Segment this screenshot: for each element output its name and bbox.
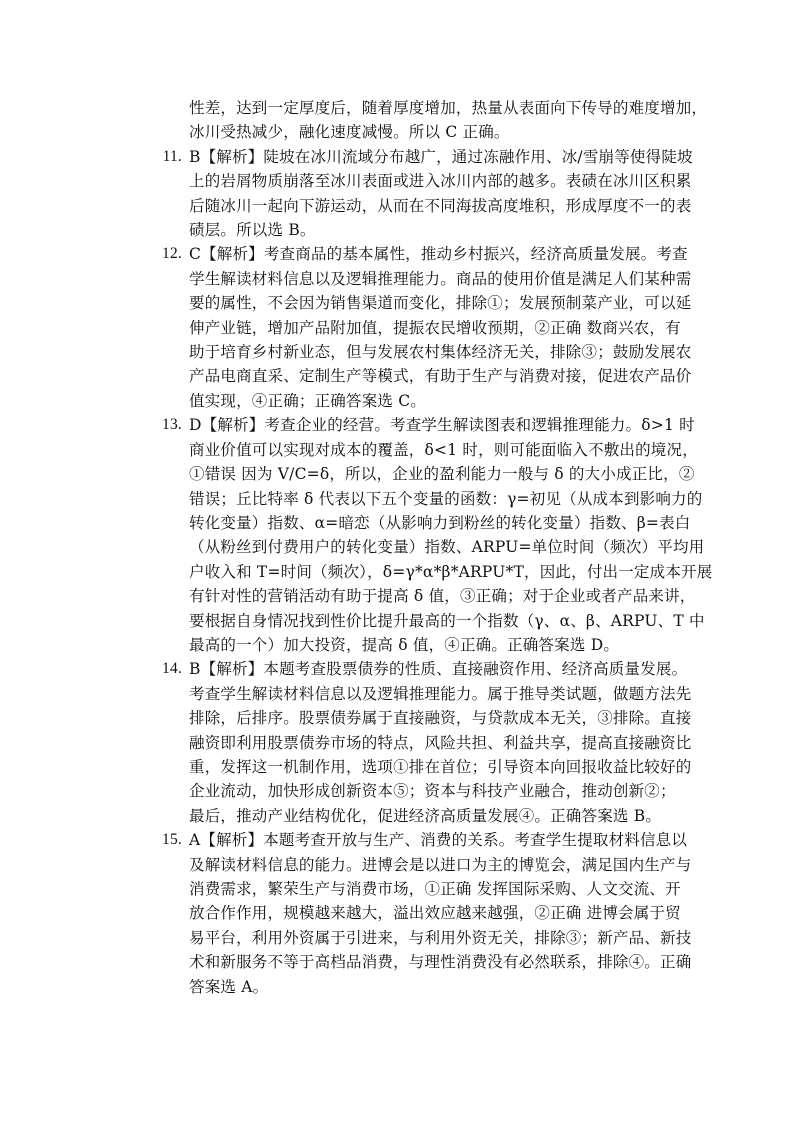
text-line: 术和新服务不等于高档品消费，与理性消费没有必然联系，排除④。正确 [189, 953, 692, 972]
text-line: 答案选 A。 [189, 977, 269, 996]
text-line: B【解析】本题考查股票债券的性质、直接融资作用、经济高质量发展。 [189, 660, 688, 679]
text-line: 商业价值可以实现对成本的覆盖，δ<1 时，则可能面临入不敷出的境况， [189, 440, 698, 459]
text-line: 学生解读材料信息以及逻辑推理能力。商品的使用价值是满足人们某种需 [189, 269, 692, 288]
text-line: 户收入和 T=时间（频次），δ=γ*α*β*ARPU*T，因此，付出一定成本开展 [189, 562, 713, 581]
text-line: 企业流动，加快形成创新资本⑤；资本与科技产业融合，推动创新②； [189, 782, 676, 801]
item-number: 11. [162, 147, 182, 165]
text-line: D【解析】考查企业的经营。考查学生解读图表和逻辑推理能力。δ>1 时 [189, 416, 695, 435]
text-line: 碛层。所以选 B。 [189, 221, 316, 240]
text-line: 助于培育乡村新业态，但与发展农村集体经济无关，排除③；鼓励发展农 [189, 343, 692, 362]
answer-item-13 [146, 413, 713, 657]
text-line: 后随冰川一起向下游运动，从而在不同海拔高度堆积，形成厚度不一的表 [189, 196, 692, 215]
text-line: 错误；丘比特率 δ 代表以下五个变量的函数：γ=初见（从成本到影响力的 [189, 489, 703, 508]
text-line: 最高的一个）加大投资，提高 δ 值，④正确。正确答案选 D。 [189, 635, 620, 654]
item-number: 15. [162, 831, 182, 849]
text-line: 有针对性的营销活动有助于提高 δ 值，③正确；对于企业或者产品来讲， [189, 587, 696, 606]
text-line: 上的岩屑物质崩落至冰川表面或进入冰川内部的越多。表碛在冰川区积累 [189, 172, 692, 191]
answer-explanations [146, 96, 713, 999]
answer-item-12 [146, 242, 702, 413]
text-line: ①错误 因为 V/C=δ，所以，企业的盈利能力一般与 δ 的大小成正比，② [189, 465, 695, 484]
item-number: 13. [162, 416, 182, 434]
text-line: 重，发挥这一机制作用，选项①排在首位；引导资本向回报收益比较好的 [189, 757, 692, 776]
answer-item-14 [146, 657, 702, 828]
text-line: 排除，后排序。股票债券属于直接融资，与贷款成本无关，③排除。直接 [189, 709, 692, 728]
answer-item-15 [146, 828, 702, 999]
text-line: 伸产业链，增加产品附加值，提振农民增收预期，②正确 数商兴农，有 [189, 318, 681, 337]
text-line: 值实现，④正确；正确答案选 C。 [189, 391, 426, 410]
text-line: B【解析】陡坡在冰川流域分布越广，通过冻融作用、冰/雪崩等使得陡坡 [189, 147, 693, 166]
text-line: 产品电商直采、定制生产等模式，有助于生产与消费对接，促进农产品价 [189, 367, 692, 386]
text-line: 及解读材料信息的能力。进博会是以进口为主的博览会，满足国内生产与 [189, 855, 692, 874]
text-line: A【解析】本题考查开放与生产、消费的关系。考查学生提取材料信息以 [189, 831, 688, 850]
text-line: 性差，达到一定厚度后，随着厚度增加，热量从表面向下传导的难度增加， [189, 99, 708, 117]
text-line: 冰川受热减少，融化速度减慢。所以 C 正确。 [189, 123, 510, 142]
answer-item-11 [146, 145, 702, 243]
text-line: 易平台，利用外资属于引进来，与利用外资无关，排除③；新产品、新技 [189, 928, 692, 947]
text-line: 转化变量）指数、α=暗恋（从影响力到粉丝的转化变量）指数、β=表白 [189, 513, 691, 532]
text-line: 要根据自身情况找到性价比提升最高的一个指数（γ、α、β、ARPU、T 中 [189, 611, 705, 630]
item-number: 12. [162, 245, 182, 263]
text-line: 考查学生解读材料信息以及逻辑推理能力。属于推导类试题，做题方法先 [189, 684, 692, 703]
text-line: 消费需求，繁荣生产与消费市场，①正确 发挥国际采购、人文交流、开 [189, 880, 681, 898]
previous-item-continuation [189, 96, 708, 145]
text-line: 放合作作用，规模越来越大，溢出效应越来越强，②正确 进博会属于贸 [189, 904, 681, 923]
item-number: 14. [162, 660, 182, 678]
text-line: （从粉丝到付费用户的转化变量）指数、ARPU=单位时间（频次）平均用 [189, 538, 705, 557]
text-line: C【解析】考查商品的基本属性，推动乡村振兴，经济高质量发展。考查 [189, 245, 688, 264]
text-line: 最后，推动产业结构优化，促进经济高质量发展④。正确答案选 B。 [189, 806, 662, 825]
text-line: 融资即利用股票债券市场的特点，风险共担、利益共享，提高直接融资比 [189, 733, 692, 752]
text-line: 要的属性，不会因为销售渠道而变化，排除①；发展预制菜产业，可以延 [189, 294, 692, 313]
